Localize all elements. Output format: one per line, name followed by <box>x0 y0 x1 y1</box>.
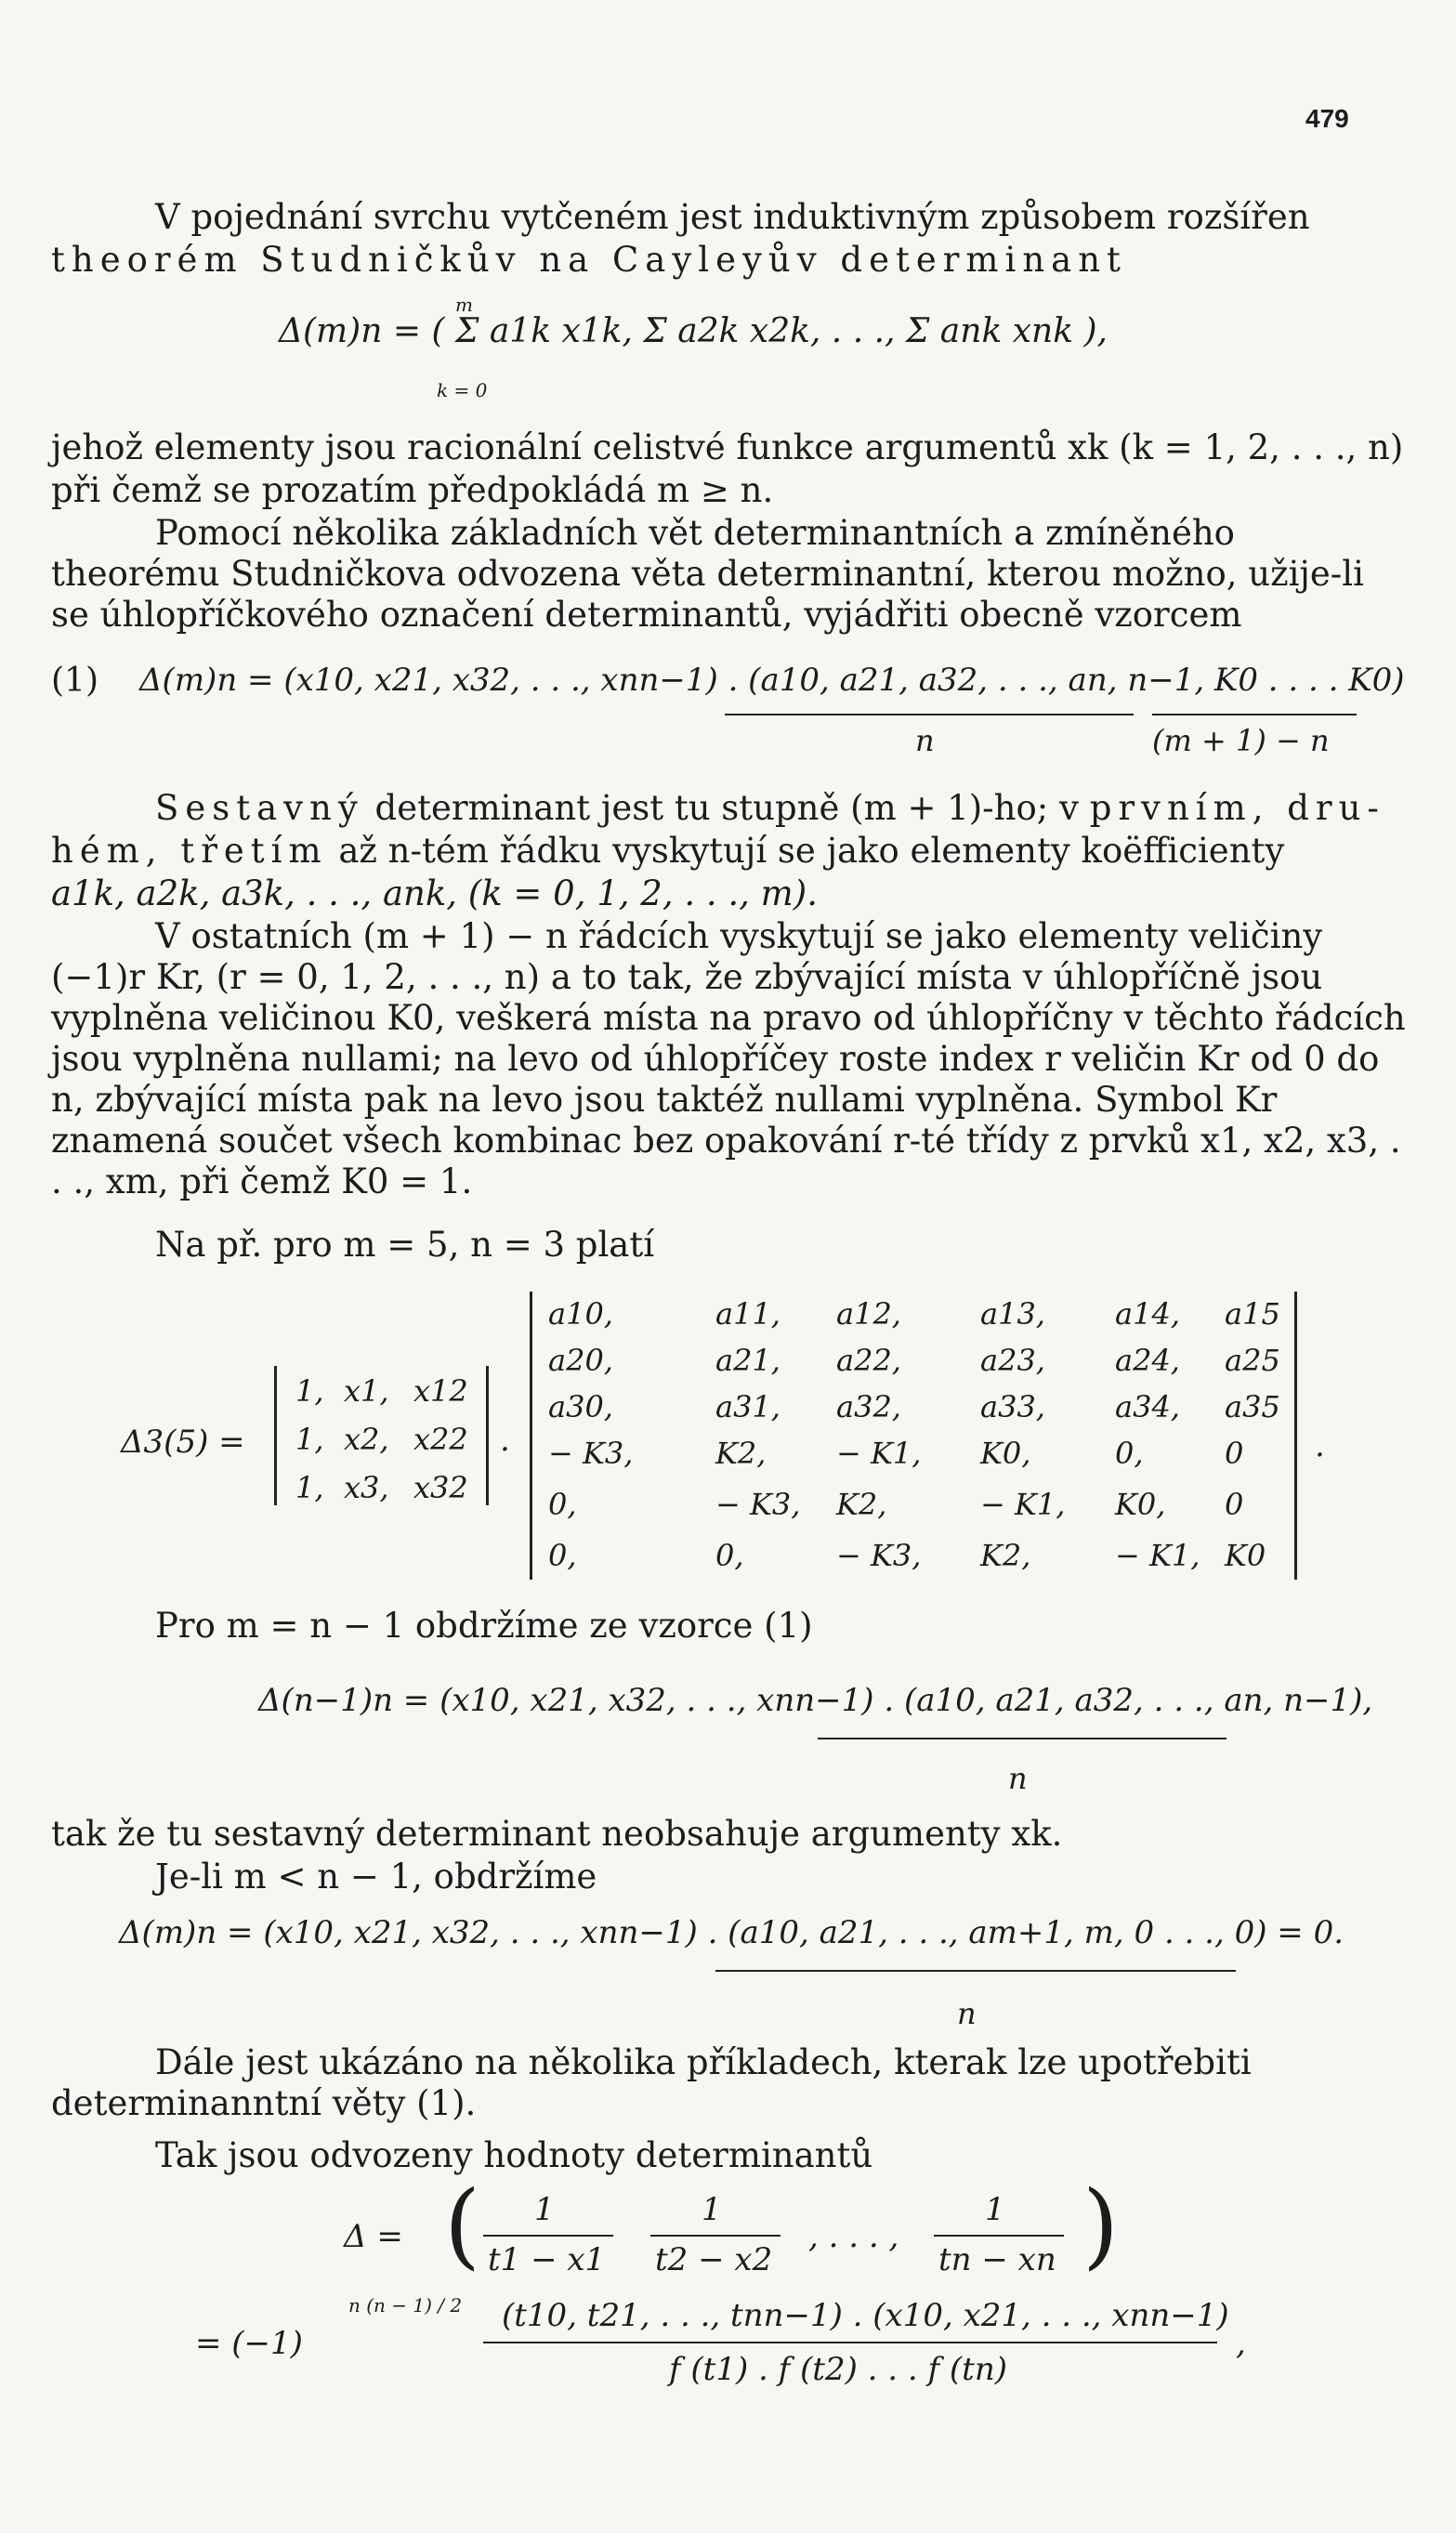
large-matrix-cell: K0 <box>1225 1538 1266 1573</box>
paragraph-m-equals-n-minus-1: Pro m = n − 1 obdržíme ze vzorce (1) <box>155 1606 813 1646</box>
eq4-fraction-denominator: tn − xn <box>938 2241 1056 2278</box>
large-matrix-cell: 0 <box>1225 1436 1244 1471</box>
eq4-fraction-bar <box>483 2235 613 2237</box>
paragraph-intro-line2: theorém Studničkův na Cayleyův determinant <box>51 240 1127 280</box>
eq4-fraction-denominator: t2 − x2 <box>655 2241 773 2278</box>
large-matrix-cell: 0, <box>548 1487 577 1522</box>
paragraph-no-arguments: tak že tu sestavný determinant neobsahuje argumenty xk. <box>51 1814 1063 1854</box>
equation-2: Δ(n−1)n = (x10, x21, x32, . . ., xnn−1) . (a10, a21, a32, . . ., an, n−1), <box>258 1682 1373 1719</box>
equation-3: Δ(m)n = (x10, x21, x32, . . ., xnn−1) . (a10, a21, . . ., am+1, m, 0 . . ., 0) = 0. <box>119 1914 1345 1951</box>
paragraph-elements-line1: jehož elementy jsou racionální celistvé funkce argumentů xk (k = 1, 2, . . ., n) <box>51 427 1404 467</box>
large-matrix-cell: K2, <box>980 1538 1031 1573</box>
large-matrix-cell: a25 <box>1225 1343 1280 1378</box>
equation-5-exponent: n (n − 1) / 2 <box>348 2294 463 2316</box>
eq4-fraction-numerator: 1 <box>534 2191 555 2228</box>
eq4-fraction-numerator: 1 <box>985 2191 1005 2228</box>
equation-5-comma: , <box>1236 2325 1246 2362</box>
small-matrix-right-bar <box>486 1366 489 1505</box>
paragraph-composite-determinant <box>51 788 1408 829</box>
paragraph-text: determinant jest tu stupně (m + 1)-ho; v <box>363 788 1090 828</box>
large-matrix-cell: K0, <box>980 1436 1031 1471</box>
paragraph-text: až n-tém řádku vyskytují se jako elementy koëfficienty <box>327 831 1285 871</box>
paragraph-values: Tak jsou odvozeny hodnoty determinantů <box>155 2135 873 2175</box>
eq4-fraction-bar <box>650 2235 780 2237</box>
large-matrix-cell: − K1, <box>836 1436 922 1471</box>
small-matrix-cell: x12 <box>413 1373 468 1409</box>
equation-1: Δ(m)n = (x10, x21, x32, . . ., xnn−1) . (a10, a21, a32, . . ., an, n−1, K0 . . . . K0) <box>139 662 1405 699</box>
large-matrix-cell: a34, <box>1115 1389 1180 1424</box>
equation-5-numerator: (t10, t21, . . ., tnn−1) . (x10, x21, . . ., xnn−1) <box>502 2297 1229 2334</box>
page-number: 479 <box>1305 104 1349 133</box>
paragraph-intro-line1: V pojednání svrchu vytčeném jest induktivným způsobem rozšířen <box>155 197 1310 237</box>
underbrace-n <box>725 714 1134 715</box>
large-matrix-cell: a33, <box>980 1389 1045 1424</box>
small-matrix-cell: x22 <box>413 1422 468 1457</box>
equation-number-1: (1) <box>51 662 98 700</box>
equation-4-dots: , . . . , <box>808 2218 899 2255</box>
large-matrix-cell: − K1, <box>980 1487 1066 1522</box>
large-matrix-cell: a23, <box>980 1343 1045 1378</box>
small-matrix-cell: 1, <box>295 1422 324 1457</box>
equation-4-lhs: Δ = <box>344 2218 403 2255</box>
equation-5-fraction-bar <box>483 2342 1217 2343</box>
spaced-term-sestavny: Sestavný <box>155 788 364 828</box>
paragraph-example: Na př. pro m = 5, n = 3 platí <box>155 1225 655 1265</box>
underbrace-label-eq3: n <box>957 1996 977 2031</box>
large-matrix-cell: a10, <box>548 1296 613 1332</box>
eq4-fraction-bar <box>934 2235 1064 2237</box>
small-matrix-cell: 1, <box>295 1470 324 1505</box>
underbrace-label-m-plus-1: (m + 1) − n <box>1152 723 1330 758</box>
large-matrix-cell: a12, <box>836 1296 901 1332</box>
large-matrix-left-bar <box>530 1292 532 1580</box>
underbrace-label-eq2: n <box>1008 1761 1028 1796</box>
spaced-term-tretim: hém, třetím <box>51 831 328 871</box>
large-matrix-cell: K2, <box>715 1436 767 1471</box>
small-matrix-left-bar <box>274 1366 277 1505</box>
underbrace-label-n: n <box>915 723 935 758</box>
large-matrix-cell: a22, <box>836 1343 901 1378</box>
small-matrix-cell: 1, <box>295 1373 324 1409</box>
large-matrix-cell: 0, <box>1115 1436 1144 1471</box>
large-matrix-cell: 0, <box>548 1538 577 1573</box>
large-matrix-cell: a31, <box>715 1389 780 1424</box>
paragraph-theorem: Pomocí několika základních vět determinantních a zmíněného theorému Studničkova odvozena věta determinantní, kterou možno, užije-li se úhlopříčkového označení determinantů, vyjádřiti obecně vzorcem <box>51 513 1364 635</box>
underbrace-eq2 <box>818 1738 1226 1739</box>
paragraph-elements-line2: při čemž se prozatím předpokládá m ≥ n. <box>51 470 774 510</box>
eq4-fraction-denominator: t1 − x1 <box>488 2241 606 2278</box>
large-matrix-cell: a13, <box>980 1296 1045 1332</box>
large-matrix-cell: a14, <box>1115 1296 1180 1332</box>
sum-upper-limit-1: m <box>455 294 473 316</box>
sum-lower-limit-1: k = 0 <box>437 379 488 401</box>
matrix-lhs: Δ3(5) = <box>121 1424 245 1461</box>
formula-cayley-determinant: Δ(m)n = ( Σ a1k x1k, Σ a2k x2k, . . ., Σ ank xnk ), <box>279 312 1108 350</box>
large-matrix-cell: − K1, <box>1115 1538 1200 1573</box>
large-matrix-right-bar <box>1294 1292 1297 1580</box>
paragraph-composite-line2 <box>51 831 1408 872</box>
eq4-fraction-numerator: 1 <box>702 2191 722 2228</box>
large-matrix-cell: a11, <box>715 1296 780 1332</box>
large-matrix-cell: a32, <box>836 1389 901 1424</box>
paragraph-m-less-than: Je-li m < n − 1, obdržíme <box>155 1857 597 1896</box>
large-matrix-cell: K2, <box>836 1487 887 1522</box>
large-matrix-cell: a24, <box>1115 1343 1180 1378</box>
large-matrix-cell: K0, <box>1115 1487 1166 1522</box>
equation-5-denominator: f (t1) . f (t2) . . . f (tn) <box>669 2351 1007 2388</box>
large-matrix-cell: a30, <box>548 1389 613 1424</box>
large-matrix-cell: − K3, <box>836 1538 922 1573</box>
spaced-term-prvnim: prvním, dru- <box>1089 788 1385 828</box>
left-paren-eq4: ( <box>444 2171 481 2279</box>
paragraph-remaining-rows: V ostatních (m + 1) − n řádcích vyskytují se jako elementy veličiny (−1)r Kr, (r = 0, 1, 2, . . ., n) a to tak, že zbývající místa v úhlopříčně jsou vyplněna veličinou K0, veškerá místa na pravo od úhlopříčny v těchto řádcích jsou vyplněna nullami; na levo od úhlopříčey roste index r veličin Kr od 0 do n, zbývající místa pak na levo jsou taktéž nullami vyplněna. Symbol Kr znamená součet všech kombinac bez opakování r-té třídy z prvků x1, x2, x3, . . ., xm, při čemž K0 = 1. <box>51 916 1406 1201</box>
small-matrix-cell: x2, <box>344 1422 389 1457</box>
large-matrix-cell: 0, <box>715 1538 744 1573</box>
large-matrix-cell: a35 <box>1225 1389 1280 1424</box>
large-matrix-cell: a20, <box>548 1343 613 1378</box>
equation-5-lhs: = (−1) <box>195 2325 303 2362</box>
underbrace-eq3 <box>715 1970 1236 1972</box>
small-matrix-cell: x32 <box>413 1470 468 1505</box>
paragraph-examples: Dále jest ukázáno na několika příkladech, kterak lze upotřebiti determinanntní věty (1). <box>51 2042 1252 2123</box>
paragraph-composite-line3: a1k, a2k, a3k, . . ., ank, (k = 0, 1, 2, . . ., m). <box>51 873 818 913</box>
large-matrix-cell: − K3, <box>715 1487 801 1522</box>
small-matrix-cell: x3, <box>344 1470 389 1505</box>
small-matrix-cell: x1, <box>344 1373 389 1409</box>
large-matrix-cell: a15 <box>1225 1296 1280 1332</box>
underbrace-m-plus-1 <box>1152 714 1357 715</box>
large-matrix-cell: − K3, <box>548 1436 634 1471</box>
large-matrix-cell: 0 <box>1225 1487 1244 1522</box>
large-matrix-cell: a21, <box>715 1343 780 1378</box>
matrix-end-dot: . <box>1315 1427 1325 1464</box>
matrix-product-dot: . <box>500 1422 510 1459</box>
right-paren-eq4: ) <box>1082 2171 1120 2279</box>
